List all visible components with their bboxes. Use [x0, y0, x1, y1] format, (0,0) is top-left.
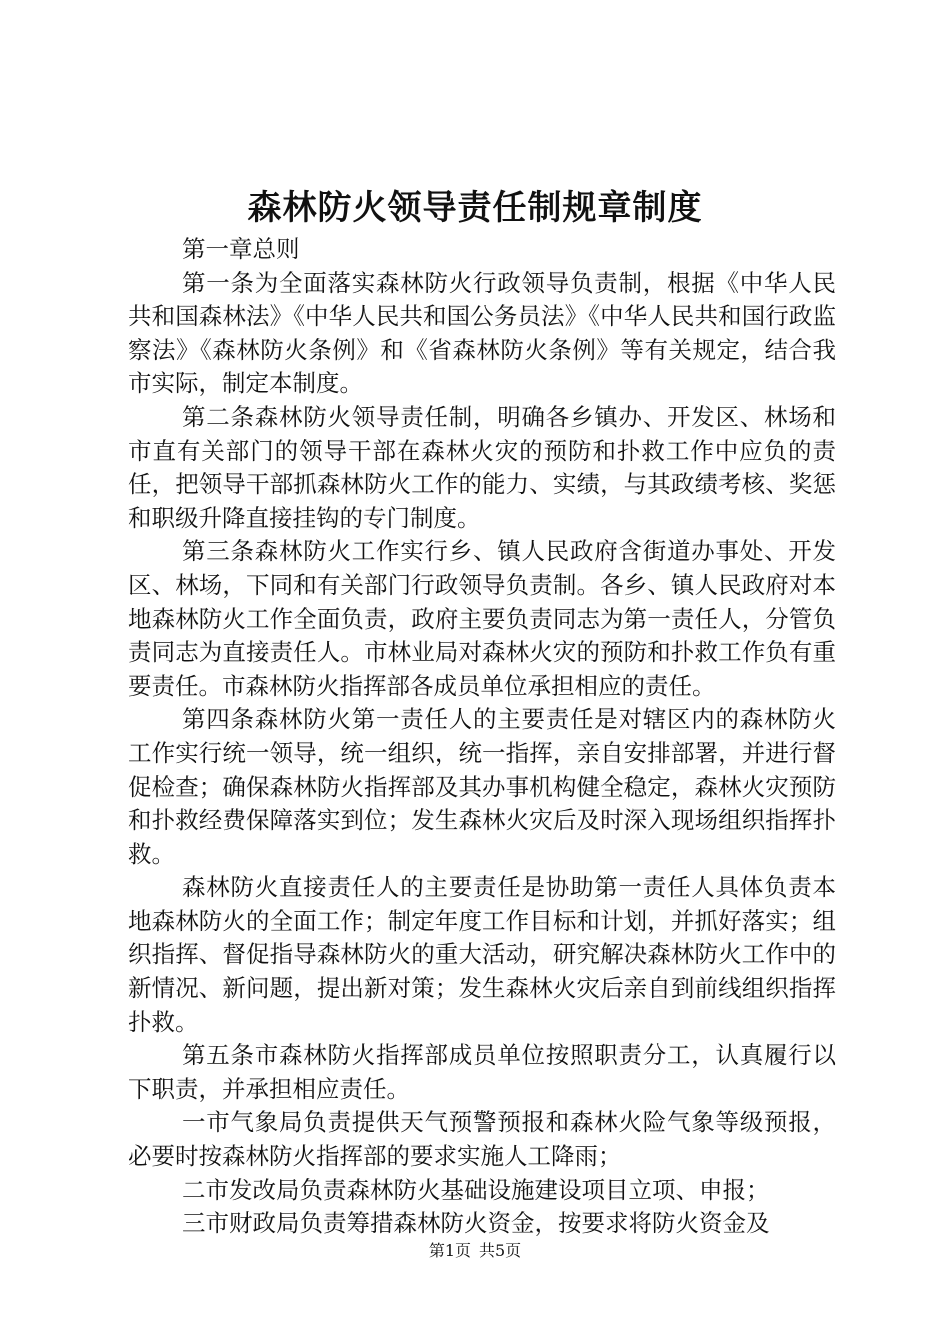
page-number: 第1页	[428, 1241, 471, 1260]
paragraph-article-4: 第四条森林防火第一责任人的主要责任是对辖区内的森林防火工作实行统一领导，统一组织，统一指挥，亲自安排部署，并进行督促检查；确保森林防火指挥部及其办事机构健全稳定，森林火灾预防和扑救经费保障落实到位；发生森林火灾后及时深入现场组织指挥扑救。	[128, 705, 836, 868]
page-footer	[0, 1240, 950, 1262]
document-title: 森林防火领导责任制规章制度	[247, 188, 703, 228]
page-total: 共5页	[479, 1241, 522, 1260]
document-body	[128, 233, 836, 1241]
paragraph-article-2: 第二条森林防火领导责任制，明确各乡镇办、开发区、林场和市直有关部门的领导干部在森林火灾的预防和扑救工作中应负的责任，把领导干部抓森林防火工作的能力、实绩，与其政绩考核、奖惩和职级升降直接挂钩的专门制度。	[128, 402, 836, 532]
paragraph-article-1: 第一条为全面落实森林防火行政领导负责制，根据《中华人民共和国森林法》《中华人民共和国公务员法》《中华人民共和国行政监察法》《森林防火条例》和《省森林防火条例》等有关规定，结合我市实际，制定本制度。	[128, 268, 836, 398]
paragraph-direct-responsible: 森林防火直接责任人的主要责任是协助第一责任人具体负责本地森林防火的全面工作；制定年度工作目标和计划，并抓好落实；组织指挥、督促指导森林防火的重大活动，研究解决森林防火工作中的新情况、新问题，提出新对策；发生森林火灾后亲自到前线组织指挥扑救。	[128, 873, 836, 1036]
paragraph-item-2: 二市发改局负责森林防火基础设施建设项目立项、申报；	[182, 1175, 770, 1204]
chapter-heading: 第一章总则	[182, 235, 300, 263]
paragraph-article-5: 第五条市森林防火指挥部成员单位按照职责分工，认真履行以下职责，并承担相应责任。	[128, 1041, 836, 1103]
paragraph-item-3: 三市财政局负责筹措森林防火资金，按要求将防火资金及	[182, 1209, 770, 1238]
paragraph-item-1: 一市气象局负责提供天气预警预报和森林火险气象等级预报，必要时按森林防火指挥部的要求实施人工降雨；	[128, 1108, 836, 1171]
paragraph-article-3: 第三条森林防火工作实行乡、镇人民政府含街道办事处、开发区、林场，下同和有关部门行政领导负责制。各乡、镇人民政府对本地森林防火工作全面负责，政府主要负责同志为第一责任人，分管负责同志为直接责任人。市林业局对森林火灾的预防和扑救工作负有重要责任。市森林防火指挥部各成员单位承担相应的责任。	[128, 537, 836, 700]
